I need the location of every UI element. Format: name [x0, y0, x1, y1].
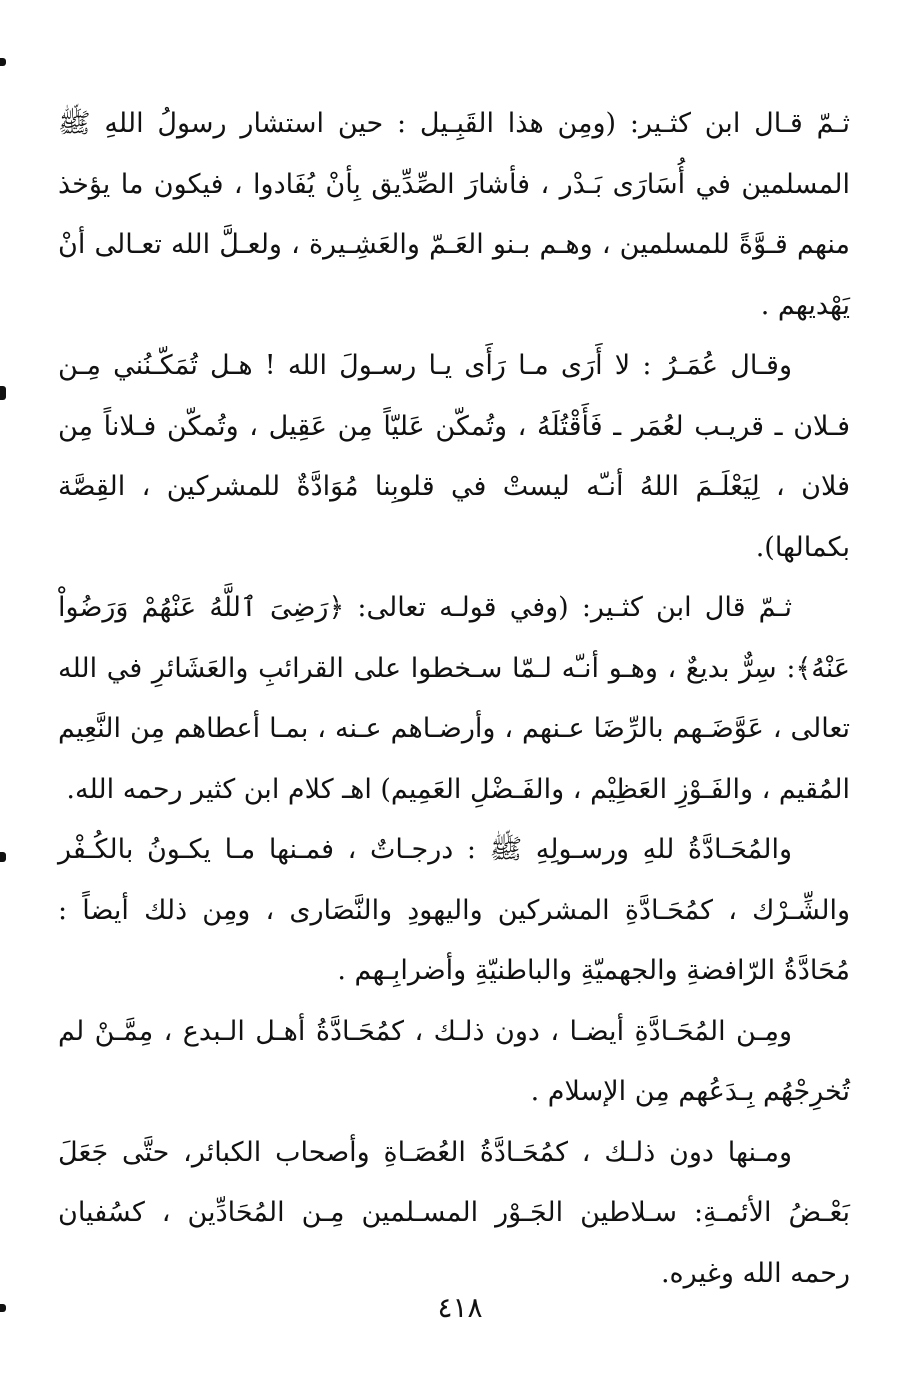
scan-edge-mark [0, 58, 6, 66]
paragraph-sinners-rulers: ومـنها دون ذلـك ، كمُحَـادَّةُ العُصَـاةِ وأصحاب الكبائر، حتَّى جَعَلَ بَعْـضُ الأئمـةِ: سـلاطين الجَـوْر المسـلمين مِـن المُحَادِّين ، كسُفيان رحمه الله وغيره. [58, 1136, 850, 1289]
paragraph-innovators: ومِـن المُحَـادَّةِ أيضـا ، دون ذلـك ، كمُحَـادَّةُ أهـل الـبدع ، مِمَّـنْ لم تُخرِجْهُم بِـدَعُهم مِن الإسلام . [58, 1015, 850, 1107]
scan-edge-mark [0, 852, 6, 862]
paragraph-quran-verse-commentary: ثـمّ قال ابن كثـير: (وفي قولـه تعالى: ﴿رَضِىَ ٱللَّهُ عَنْهُمْ وَرَضُواْ عَنْهُ﴾: سِرٌّ بديعٌ ، وهـو أنـّه لـمّا سـخطوا على القرائبِ والعَشَائرِ في الله تعالى ، عَوَّضَـهم بالرِّضَا عـنهم ، وأرضـاهم عـنه ، بمـا أعطاهم مِن النَّعِيم المُقيم ، والفَـوْزِ العَظِيْم ، والفَـضْلِ العَمِيم) اهـ كلام ابن كثير رحمه الله. [58, 592, 850, 805]
paragraph-degrees-of-opposition: والمُحَـادَّةُ للهِ ورسـولِهِ ﷺ : درجـاتٌ ، فمـنها مـا يكـونُ بالكُـفْر والشِّـرْك ، كمُحَـادَّةِ المشركين واليهودِ والنَّصَارى ، ومِن ذلك أيضاً : مُحَادَّةُ الرّافضةِ والجهميّةِ والباطنيّةِ وأضرابِـهم . [58, 834, 850, 986]
paragraph-ibn-kathir-quote: ثـمّ قـال ابن كثـير: (ومِن هذا القَبِـيل : حين استشار رسولُ اللهِ ﷺ المسلمين في أُسَارَى بَـدْر ، فأشارَ الصِّدِّيق بِأنْ يُفَادوا ، فيكون ما يؤخذ منهم قـوَّةً للمسلمين ، وهـم بـنو العَـمّ والعَشِـيرة ، ولعـلَّ الله تعـالى أنْ يَهْديهم . [58, 108, 850, 321]
scan-edge-mark [0, 386, 6, 400]
paragraph-umar-saying: وقـال عُمَـرُ : لا أَرَى مـا رَأَى يـا رسـولَ الله ! هـل تُمَكّـنُني مِـن فـلان ـ قريـب لعُمَر ـ فَأَقْتُلَهُ ، وتُمكّن عَليّاً مِن عَقِيل ، وتُمكّن فـلاناً مِن فلان ، لِيَعْلَـمَ اللهُ أنـّه ليستْ في قلوبِنا مُوَادَّةٌ للمشركين ، القِصَّة بكمالها). [58, 350, 850, 563]
page-number: ٤١٨ [437, 1291, 483, 1324]
page-body [58, 94, 850, 1304]
